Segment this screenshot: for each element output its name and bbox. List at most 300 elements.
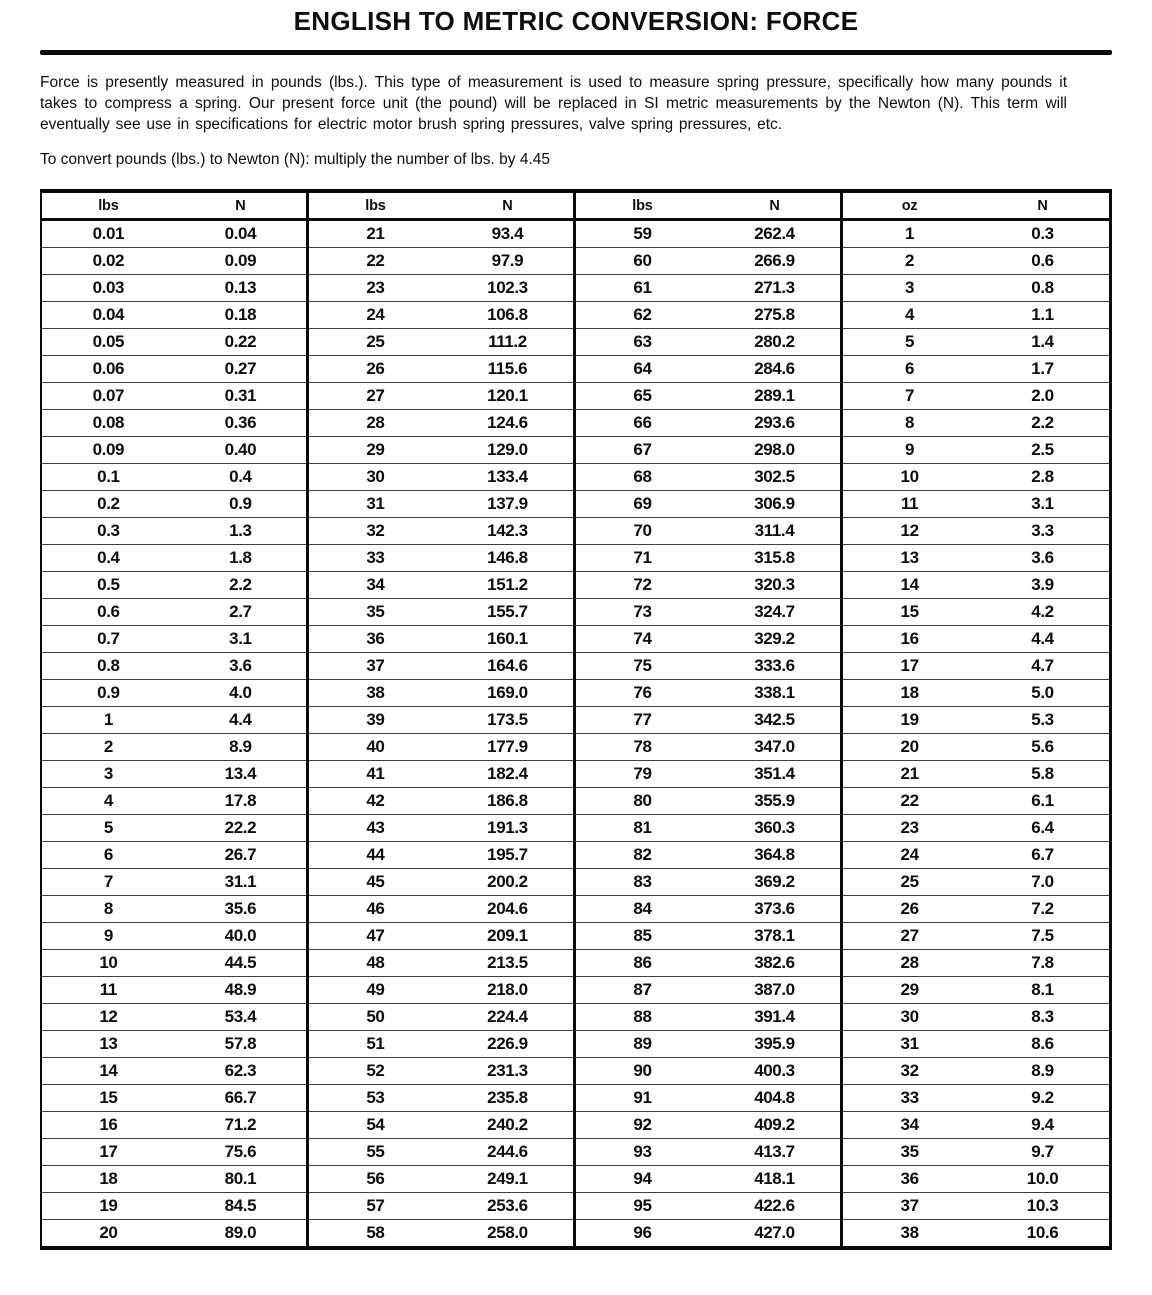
table-cell: 38 [843, 1220, 976, 1247]
table-cell: 63 [576, 329, 709, 356]
table-row [42, 680, 308, 707]
table-cell: 35.6 [175, 896, 308, 923]
table-cell: 5.6 [976, 734, 1109, 761]
table-cell: 50 [309, 1004, 442, 1031]
table-cell: 253.6 [442, 1193, 575, 1220]
table-cell: 8.1 [976, 977, 1109, 1004]
table-cell: 6.1 [976, 788, 1109, 815]
table-cell: 71 [576, 545, 709, 572]
table-cell: 39 [309, 707, 442, 734]
table-row [309, 1139, 575, 1166]
table-row [843, 383, 1109, 410]
table-cell: 33 [843, 1085, 976, 1112]
table-cell: 3.1 [976, 491, 1109, 518]
header-row [42, 193, 308, 220]
table-cell: 16 [42, 1112, 175, 1139]
table-cell: 84.5 [175, 1193, 308, 1220]
table-cell: 0.1 [42, 464, 175, 491]
table-cell: 5 [843, 329, 976, 356]
table-cell: 13 [42, 1031, 175, 1058]
table-cell: 53 [309, 1085, 442, 1112]
column-header: N [175, 193, 308, 220]
table-row [42, 1004, 308, 1031]
table-row [843, 1031, 1109, 1058]
table-row [843, 950, 1109, 977]
table-cell: 0.18 [175, 302, 308, 329]
table-section-lbs-high [576, 193, 843, 1246]
table-cell: 124.6 [442, 410, 575, 437]
table-cell: 2.2 [976, 410, 1109, 437]
table-cell: 20 [843, 734, 976, 761]
table-cell: 64 [576, 356, 709, 383]
table-row [843, 842, 1109, 869]
table-row [42, 383, 308, 410]
table-cell: 1 [905, 224, 915, 243]
table-cell: 5.8 [976, 761, 1109, 788]
table-cell: 177.9 [442, 734, 575, 761]
table-cell: 80 [576, 788, 709, 815]
table-cell: 9.4 [976, 1112, 1109, 1139]
table-row [309, 248, 575, 275]
table-cell: 244.6 [442, 1139, 575, 1166]
table-cell: 52 [309, 1058, 442, 1085]
table-cell: 404.8 [709, 1085, 842, 1112]
table-cell: 160.1 [442, 626, 575, 653]
table-cell: 13 [843, 545, 976, 572]
table-cell: 31 [843, 1031, 976, 1058]
table-cell: 2.8 [976, 464, 1109, 491]
table-cell: 24 [843, 842, 976, 869]
table-row [576, 1220, 842, 1247]
table-cell: 76 [576, 680, 709, 707]
table-cell: 74 [576, 626, 709, 653]
table-cell: 0.5 [42, 572, 175, 599]
table-cell: 8.9 [175, 734, 308, 761]
table-cell: 43 [309, 815, 442, 842]
table-cell: 351.4 [709, 761, 842, 788]
table-row [309, 545, 575, 572]
table-cell: 400.3 [709, 1058, 842, 1085]
table-row [42, 734, 308, 761]
table-row [576, 518, 842, 545]
table-cell: 4 [42, 788, 175, 815]
table-row [42, 896, 308, 923]
table-row [42, 491, 308, 518]
table-cell: 31 [309, 491, 442, 518]
table-cell: 382.6 [709, 950, 842, 977]
table-cell: 5.0 [976, 680, 1109, 707]
table-cell: 200.2 [442, 869, 575, 896]
table-row [843, 302, 1109, 329]
table-cell: 9 [42, 923, 175, 950]
table-row [576, 1058, 842, 1085]
table-row [576, 1031, 842, 1058]
table-cell: 115.6 [442, 356, 575, 383]
table-cell: 0.04 [224, 224, 257, 243]
table-cell: 6 [42, 842, 175, 869]
table-cell: 0.02 [42, 248, 175, 275]
table-cell: 2 [843, 248, 976, 275]
table-cell: 6 [843, 356, 976, 383]
table-cell: 71.2 [175, 1112, 308, 1139]
table-cell: 204.6 [442, 896, 575, 923]
table-row [843, 518, 1109, 545]
table-row [309, 1193, 575, 1220]
table-row [843, 1004, 1109, 1031]
table-row [42, 1220, 308, 1247]
table-cell: 373.6 [709, 896, 842, 923]
table-row [576, 302, 842, 329]
page-title: ENGLISH TO METRIC CONVERSION: FORCE [293, 6, 859, 36]
table-row [576, 923, 842, 950]
table-row [309, 1004, 575, 1031]
table-row [42, 1112, 308, 1139]
table-row [843, 464, 1109, 491]
table-row [42, 869, 308, 896]
table-cell: 61 [576, 275, 709, 302]
table-cell: 65 [576, 383, 709, 410]
table-row [42, 788, 308, 815]
table-row [309, 626, 575, 653]
table-cell: 0.09 [42, 437, 175, 464]
table-cell: 226.9 [442, 1031, 575, 1058]
table-row [309, 275, 575, 302]
table-cell: 146.8 [442, 545, 575, 572]
column-header: N [442, 193, 575, 220]
table-cell: 7.5 [976, 923, 1109, 950]
table-cell: 6.4 [976, 815, 1109, 842]
table-row [576, 248, 842, 275]
table-cell: 34 [309, 572, 442, 599]
table-cell: 0.2 [42, 491, 175, 518]
table-row [42, 842, 308, 869]
table-cell: 8.6 [976, 1031, 1109, 1058]
table-row [843, 626, 1109, 653]
table-cell: 86 [576, 950, 709, 977]
table-row [843, 788, 1109, 815]
table-cell: 3 [843, 275, 976, 302]
table-cell: 57.8 [175, 1031, 308, 1058]
table-row [843, 977, 1109, 1004]
table-cell: 22.2 [175, 815, 308, 842]
table-cell: 106.8 [442, 302, 575, 329]
table-row [576, 383, 842, 410]
table-cell: 0.22 [175, 329, 308, 356]
table-cell: 95 [576, 1193, 709, 1220]
table-cell: 46 [309, 896, 442, 923]
table-cell: 9.2 [976, 1085, 1109, 1112]
table-cell: 20 [42, 1220, 175, 1247]
table-row [42, 1193, 308, 1220]
table-row [576, 653, 842, 680]
table-row [42, 1058, 308, 1085]
table-row [42, 410, 308, 437]
table-cell: 14 [42, 1058, 175, 1085]
table-row [42, 599, 308, 626]
table-cell: 2.2 [175, 572, 308, 599]
table-cell: 0.08 [42, 410, 175, 437]
table-row [309, 1112, 575, 1139]
table-cell: 37 [843, 1193, 976, 1220]
table-cell: 17.8 [175, 788, 308, 815]
table-cell: 25 [843, 869, 976, 896]
table-cell: 378.1 [709, 923, 842, 950]
table-cell: 94 [576, 1166, 709, 1193]
table-cell: 347.0 [709, 734, 842, 761]
table-cell: 0.05 [42, 329, 175, 356]
table-row [843, 220, 1109, 248]
table-cell: 10.3 [976, 1193, 1109, 1220]
table-cell: 21 [366, 224, 385, 243]
table-cell: 258.0 [442, 1220, 575, 1247]
table-cell: 342.5 [709, 707, 842, 734]
table-cell: 32 [843, 1058, 976, 1085]
table-cell: 8 [843, 410, 976, 437]
table-cell: 0.40 [175, 437, 308, 464]
table-cell: 36 [309, 626, 442, 653]
table-cell: 80.1 [175, 1166, 308, 1193]
table-cell: 79 [576, 761, 709, 788]
table-row [42, 653, 308, 680]
table-section-lbs-mid [309, 193, 576, 1246]
table-row [843, 599, 1109, 626]
table-row [843, 734, 1109, 761]
table-cell: 40.0 [175, 923, 308, 950]
table-cell: 81 [576, 815, 709, 842]
table-cell: 311.4 [709, 518, 842, 545]
table-row [843, 1085, 1109, 1112]
table-row [843, 923, 1109, 950]
table-row [843, 869, 1109, 896]
table-cell: 26 [843, 896, 976, 923]
table-cell: 231.3 [442, 1058, 575, 1085]
table-cell: 280.2 [709, 329, 842, 356]
table-cell: 249.1 [442, 1166, 575, 1193]
table-cell: 18 [843, 680, 976, 707]
table-row [309, 950, 575, 977]
table-cell: 29 [843, 977, 976, 1004]
table-cell: 111.2 [442, 329, 575, 356]
table-row [309, 491, 575, 518]
table-cell: 266.9 [709, 248, 842, 275]
table-row [42, 248, 308, 275]
table-row [576, 842, 842, 869]
table-cell: 262.4 [754, 224, 795, 243]
table-cell: 25 [309, 329, 442, 356]
table-cell: 169.0 [442, 680, 575, 707]
table-cell: 387.0 [709, 977, 842, 1004]
table-row [576, 1112, 842, 1139]
table-cell: 48 [309, 950, 442, 977]
table-cell: 395.9 [709, 1031, 842, 1058]
table-cell: 66.7 [175, 1085, 308, 1112]
table-row [843, 653, 1109, 680]
table-cell: 275.8 [709, 302, 842, 329]
table-cell: 1.4 [976, 329, 1109, 356]
table-row [576, 1166, 842, 1193]
table-row [42, 220, 308, 248]
table-cell: 0.27 [175, 356, 308, 383]
conversion-table [40, 189, 1112, 1250]
table-cell: 19 [843, 707, 976, 734]
table-cell: 21 [843, 761, 976, 788]
table-cell: 37 [309, 653, 442, 680]
table-cell: 0.13 [175, 275, 308, 302]
table-cell: 0.6 [976, 248, 1109, 275]
table-cell: 133.4 [442, 464, 575, 491]
table-cell: 49 [309, 977, 442, 1004]
table-cell: 4.4 [976, 626, 1109, 653]
table-row [843, 572, 1109, 599]
table-row [576, 788, 842, 815]
table-cell: 4.0 [175, 680, 308, 707]
table-row [42, 815, 308, 842]
table-cell: 4.4 [175, 707, 308, 734]
table-row [309, 599, 575, 626]
table-cell: 24 [309, 302, 442, 329]
conversion-rule-text: To convert pounds (lbs.) to Newton (N): multiply the number of lbs. by 4.45 [40, 151, 551, 168]
table-row [42, 761, 308, 788]
table-row [309, 653, 575, 680]
table-cell: 0.36 [175, 410, 308, 437]
table-cell: 90 [576, 1058, 709, 1085]
table-cell: 3.1 [175, 626, 308, 653]
table-cell: 82 [576, 842, 709, 869]
table-row [42, 275, 308, 302]
table-cell: 4.2 [976, 599, 1109, 626]
table-row [309, 734, 575, 761]
table-row [309, 518, 575, 545]
table-row [309, 410, 575, 437]
table-row [576, 356, 842, 383]
table-row [576, 761, 842, 788]
table-row [576, 815, 842, 842]
table-cell: 51 [309, 1031, 442, 1058]
table-cell: 35 [843, 1139, 976, 1166]
table-row [42, 302, 308, 329]
table-cell: 142.3 [442, 518, 575, 545]
table-cell: 60 [576, 248, 709, 275]
table-cell: 92 [576, 1112, 709, 1139]
table-cell: 7 [42, 869, 175, 896]
table-row [843, 248, 1109, 275]
column-header: lbs [576, 193, 709, 220]
table-cell: 289.1 [709, 383, 842, 410]
table-row [576, 1139, 842, 1166]
table-row [309, 815, 575, 842]
column-header: oz [843, 193, 976, 220]
table-row [843, 1166, 1109, 1193]
table-cell: 2.7 [175, 599, 308, 626]
table-cell: 84 [576, 896, 709, 923]
table-cell: 0.8 [976, 275, 1109, 302]
table-cell: 75.6 [175, 1139, 308, 1166]
table-cell: 62.3 [175, 1058, 308, 1085]
table-cell: 89.0 [175, 1220, 308, 1247]
table-row [309, 464, 575, 491]
table-row [843, 437, 1109, 464]
table-cell: 53.4 [175, 1004, 308, 1031]
table-cell: 137.9 [442, 491, 575, 518]
table-cell: 96 [576, 1220, 709, 1247]
table-cell: 28 [309, 410, 442, 437]
table-cell: 7 [843, 383, 976, 410]
table-cell: 409.2 [709, 1112, 842, 1139]
table-cell: 293.6 [709, 410, 842, 437]
table-row [309, 572, 575, 599]
table-cell: 36 [843, 1166, 976, 1193]
table-cell: 191.3 [442, 815, 575, 842]
table-row [843, 1193, 1109, 1220]
table-row [576, 1085, 842, 1112]
intro-paragraph: Force is presently measured in pounds (lbs.). This type of measurement is used to measure spring pressure, specifically how many pounds it takes to compress a spring. Our present force unit (the pound) will be replaced in SI metric measurements by the Newton (N). This term will eventually see use in specifications for electric motor brush spring pressures, valve spring pressures, etc. [40, 74, 1067, 133]
table-cell: 418.1 [709, 1166, 842, 1193]
table-row [309, 707, 575, 734]
table-cell: 62 [576, 302, 709, 329]
table-cell: 2 [42, 734, 175, 761]
table-cell: 151.2 [442, 572, 575, 599]
table-cell: 0.4 [175, 464, 308, 491]
table-cell: 83 [576, 869, 709, 896]
table-row [576, 707, 842, 734]
table-row [309, 1085, 575, 1112]
table-row [576, 977, 842, 1004]
table-cell: 34 [843, 1112, 976, 1139]
table-cell: 182.4 [442, 761, 575, 788]
table-cell: 8.3 [976, 1004, 1109, 1031]
table-cell: 324.7 [709, 599, 842, 626]
table-cell: 360.3 [709, 815, 842, 842]
table-row [309, 1058, 575, 1085]
table-cell: 73 [576, 599, 709, 626]
column-header: N [976, 193, 1109, 220]
table-cell: 93 [576, 1139, 709, 1166]
table-row [42, 437, 308, 464]
table-cell: 78 [576, 734, 709, 761]
table-cell: 413.7 [709, 1139, 842, 1166]
table-cell: 13.4 [175, 761, 308, 788]
table-cell: 27 [843, 923, 976, 950]
table-row [576, 950, 842, 977]
table-row [576, 680, 842, 707]
table-cell: 55 [309, 1139, 442, 1166]
table-cell: 0.9 [42, 680, 175, 707]
column-header: N [709, 193, 842, 220]
table-cell: 8 [42, 896, 175, 923]
table-row [843, 707, 1109, 734]
table-row [843, 275, 1109, 302]
table-row [309, 788, 575, 815]
table-row [309, 437, 575, 464]
table-cell: 186.8 [442, 788, 575, 815]
table-cell: 10.0 [976, 1166, 1109, 1193]
table-section-oz [843, 193, 1109, 1246]
table-cell: 12 [42, 1004, 175, 1031]
table-row [42, 1139, 308, 1166]
table-cell: 45 [309, 869, 442, 896]
table-row [42, 923, 308, 950]
table-cell: 3.3 [976, 518, 1109, 545]
table-cell: 35 [309, 599, 442, 626]
table-row [309, 923, 575, 950]
table-cell: 10 [843, 464, 976, 491]
table-cell: 0.8 [42, 653, 175, 680]
table-cell: 9 [843, 437, 976, 464]
table-row [843, 491, 1109, 518]
table-cell: 427.0 [709, 1220, 842, 1247]
table-cell: 271.3 [709, 275, 842, 302]
table-cell: 1.1 [976, 302, 1109, 329]
